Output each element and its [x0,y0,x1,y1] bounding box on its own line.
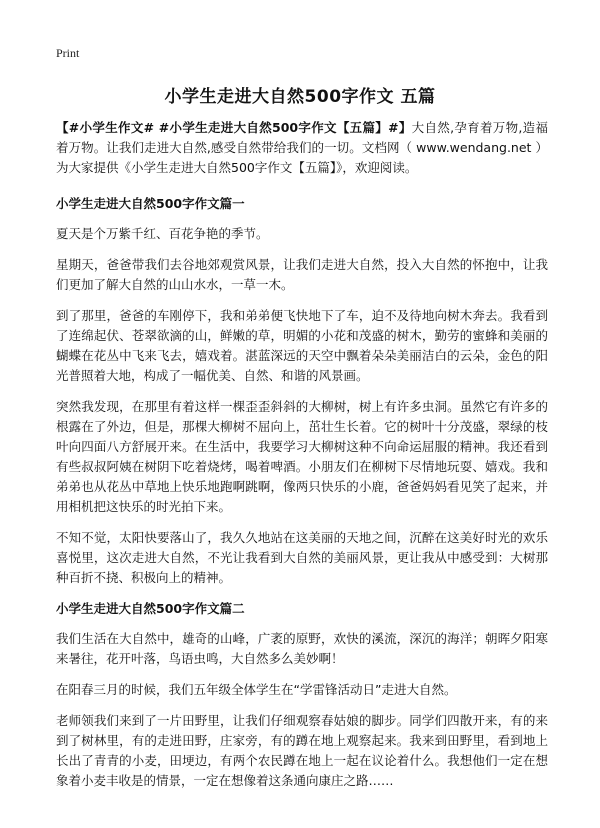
intro-tags: 【#小学生作文# #小学生走进大自然500字作文【五篇】#】 [56,120,412,135]
paragraph: 老师领我们来到了一片田野里，让我们仔细观察春姑娘的脚步。同学们四散开来，有的来到了树林里，有的走进田野，庄家旁，有的蹲在地上观察起来。我来到田野里，看到地上长出了青青的小麦，田埂边，有两个农民蹲在地上一起在议论着什么。我想他们一定在想象着小麦丰收是的情景，一定在想像着这条通向康庄之路…… [56,713,548,788]
paragraph: 不知不觉，太阳快要落山了，我久久地站在这美丽的天地之间，沉醉在这美好时光的欢乐喜悦里，这次走进大自然，不光让我看到大自然的美丽风景，更让我从中感受到：大树那种百折不挠、积极向上的精神。 [56,530,548,585]
page-title: 小学生走进大自然500字作文 五篇 [164,87,436,107]
paragraph: 在阳春三月的时候，我们五年级全体学生在“学雷锋活动日”走进大自然。 [56,682,457,697]
paragraph: 夏天是个万紫千红、百花争艳的季节。 [56,226,269,241]
article-body [56,118,548,802]
section-heading-1: 小学生走进大自然500字作文篇一 [56,196,245,211]
intro-text: 大自然,孕育着万物,造福着万物。让我们走进大自然,感受自然带给我们的一切。文档网（ www.wendang.net ）为大家提供《小学生走进大自然500字作文【五篇】》，欢迎阅读。 [56,120,548,175]
paragraph: 到了那里，爸爸的车刚停下，我和弟弟便飞快地下了车，迫不及待地向树木奔去。我看到了连绵起伏、苍翠欲滴的山，鲜嫩的草，明媚的小花和茂盛的树木，勤劳的蜜蜂和美丽的蝴蝶在花丛中飞来飞去，嬉戏着。湛蓝深远的天空中飘着朵朵美丽洁白的云朵，金色的阳光普照着大地，构成了一幅优美、自然、和谐的风景画。 [56,308,548,383]
section-heading-2: 小学生走进大自然500字作文篇二 [56,601,245,616]
paragraph: 星期天，爸爸带我们去谷地郊观赏风景，让我们走进大自然，投入大自然的怀抱中，让我们更加了解大自然的山山水水，一草一木。 [56,257,548,292]
print-link[interactable]: Print [56,46,80,60]
paragraph: 突然我发现，在那里有着这样一棵歪歪斜斜的大柳树，树上有许多虫洞。虽然它有许多的根露在了外边，但是，那棵大柳树不屈向上，茁壮生长着。它的树叶十分茂盛，翠绿的枝叶向四面八方舒展开来。在生活中，我要学习大柳树这种不向命运屈服的精神。我还看到有些叔叔阿姨在树阴下吃着烧烤，喝着啤酒。小朋友们在柳树下尽情地玩耍、嬉戏。我和弟弟也从花丛中草地上快乐地跑啊跳啊，像两只快乐的小鹿，爸爸妈妈看见笑了起来，并用相机把这快乐的时光拍下来。 [56,399,548,514]
paragraph: 我们生活在大自然中，雄奇的山峰，广袤的原野，欢快的溪流，深沉的海洋；朝晖夕阳寒来暑往，花开叶落，鸟语虫鸣，大自然多么美妙啊！ [56,631,548,666]
intro-paragraph [56,118,548,178]
